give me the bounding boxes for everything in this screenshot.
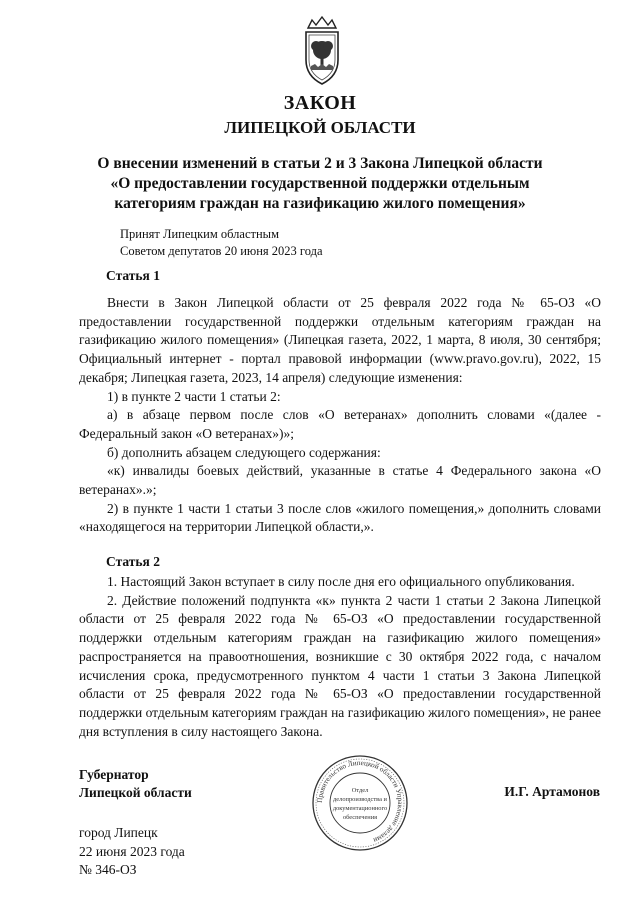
paragraph: 2. Действие положений подпункта «к» пункта 2 части 1 статьи 2 Закона Липецкой области от 25 февраля 2022 года № 65-ОЗ «О предоставлении государственной поддержки отдельным категориям граждан на газификацию жилого помещения» распространяется на правоотношения, возникшие с 30 октября 2022 года, с началом исчисления срока, предусмотренного пунктом 4 части 1 статьи 3 Закона Липецкой области от 25 февраля 2022 года № 65-ОЗ «О предоставлении государственной поддержки отдельным категориям граждан на газификацию жилого помещения», не ранее дня вступления в силу настоящего Закона.	[79, 592, 601, 739]
law-subject	[60, 154, 580, 214]
paragraph: б) дополнить абзацем следующего содержания:	[107, 444, 381, 460]
adoption-note	[120, 226, 323, 260]
adoption-line: Принят Липецким областным	[120, 227, 279, 241]
governor-title	[79, 766, 192, 802]
document-footer	[79, 824, 185, 880]
coat-of-arms-icon	[298, 14, 346, 86]
seal-center-line: документационного	[332, 805, 388, 812]
article-1-heading: Статья 1	[106, 268, 160, 283]
seal-center-line: обеспечения	[342, 814, 378, 821]
adoption-line: Советом депутатов 20 июня 2023 года	[120, 244, 323, 258]
article-2-heading: Статья 2	[106, 554, 160, 569]
governor-line: Губернатор	[79, 767, 149, 782]
paragraph: «к) инвалиды боевых действий, указанные в статье 4 Федерального закона «О ветеранах».»;	[79, 463, 601, 498]
seal-ring-text: Правительство Липецкой области Управление делами	[315, 758, 405, 845]
governor-line: Липецкой области	[79, 785, 192, 800]
seal-center-line: делопроизводства и	[333, 796, 387, 803]
paragraph: а) в абзаце первом после слов «О ветеранах» дополнить словами «(далее - Федеральный закон «О ветеранах»)»;	[79, 407, 601, 441]
subject-line: «О предоставлении государственной поддержки отдельным	[110, 175, 530, 192]
seal-center-line: Отдел	[351, 787, 369, 794]
article-1-body	[79, 294, 601, 537]
paragraph: 2) в пункте 1 части 1 статьи 3 после слов «жилого помещения,» дополнить словами «находящегося на территории Липецкой области,».	[79, 500, 601, 535]
footer-date: 22 июня 2023 года	[79, 843, 185, 859]
footer-city: город Липецк	[79, 825, 158, 840]
subject-line: О внесении изменений в статьи 2 и 3 Закона Липецкой области	[97, 155, 543, 172]
document-title: ЗАКОН	[283, 92, 357, 114]
subject-line: категориям граждан на газификацию жилого помещения»	[114, 195, 526, 212]
paragraph: 1) в пункте 2 части 1 статьи 2:	[107, 388, 281, 404]
official-seal-icon	[311, 754, 409, 852]
paragraph: 1. Настоящий Закон вступает в силу после дня его официального опубликования.	[107, 574, 575, 589]
governor-name: И.Г. Артамонов	[504, 784, 600, 799]
footer-number: № 346-ОЗ	[79, 862, 137, 877]
paragraph: Внести в Закон Липецкой области от 25 февраля 2022 года № 65-ОЗ «О предоставлении государственной поддержки отдельным категориям граждан на газификацию жилого помещения» (Липецкая газета, 2022, 1 марта, 8 июля, 30 сентября; Официальный интернет - портал правовой информации (www.pravo.gov.ru), 2022, 15 декабря; Липецкая газета, 2023, 14 апреля) следующие изменения:	[79, 295, 601, 385]
region-title: ЛИПЕЦКОЙ ОБЛАСТИ	[224, 118, 416, 137]
article-2-body	[79, 573, 601, 741]
